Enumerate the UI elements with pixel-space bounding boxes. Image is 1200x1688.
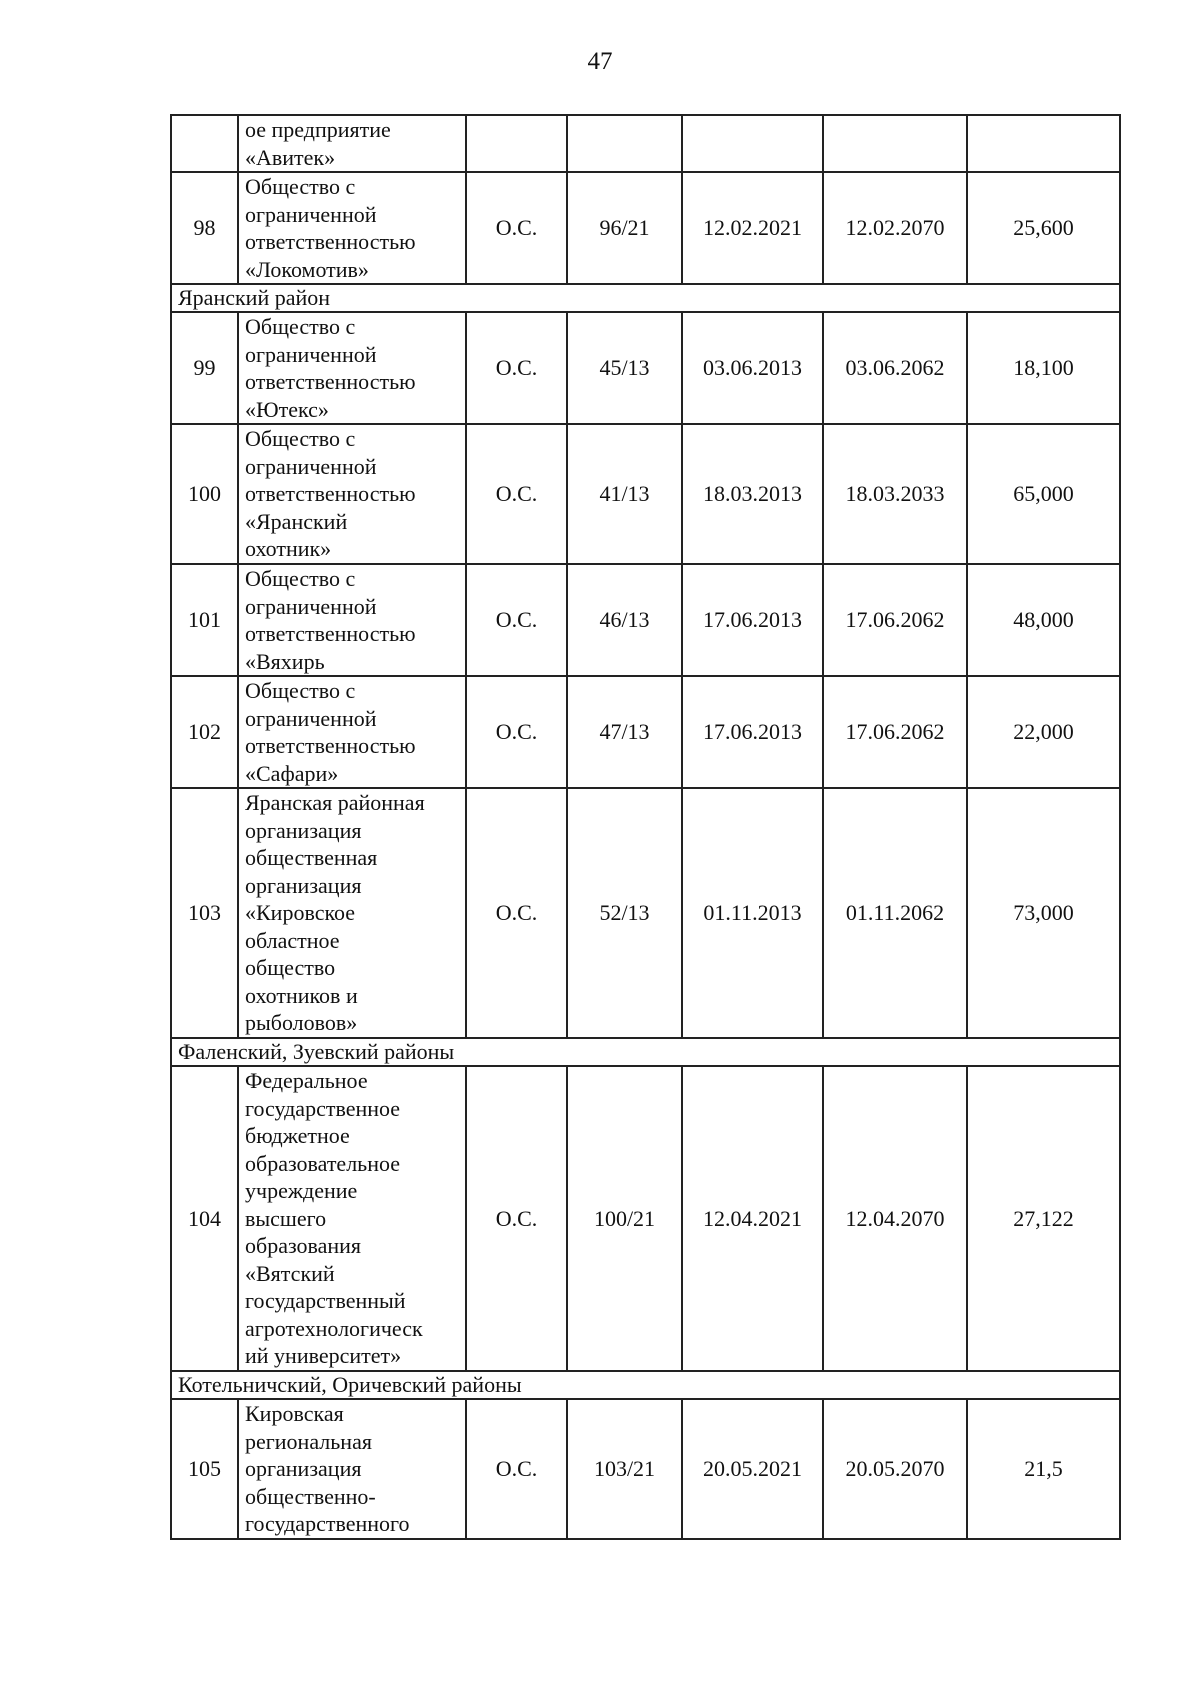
section-row bbox=[171, 1038, 1120, 1066]
land-type: О.С. bbox=[466, 676, 567, 788]
organization-name-line: Яранская районная bbox=[245, 790, 425, 816]
end-date: 17.06.2062 bbox=[823, 676, 967, 788]
table-row bbox=[171, 676, 1120, 788]
table-row bbox=[171, 564, 1120, 676]
organization-name-line: ограниченной bbox=[245, 453, 377, 479]
registry-table-body bbox=[171, 115, 1120, 1539]
end-date: 03.06.2062 bbox=[823, 312, 967, 424]
organization-name-line: «Ютекс» bbox=[245, 396, 329, 422]
agreement-number: 96/21 bbox=[567, 172, 682, 284]
organization-name-line: общественно- bbox=[245, 1483, 376, 1509]
organization-name-line: ответственностью bbox=[245, 369, 416, 394]
organization-name bbox=[238, 172, 466, 284]
land-type: О.С. bbox=[466, 1399, 567, 1539]
organization-name-line: охотник» bbox=[245, 536, 332, 562]
table-row bbox=[171, 1066, 1120, 1371]
organization-name-line: государственный bbox=[245, 1288, 406, 1314]
organization-name-line: агротехнологическ bbox=[245, 1315, 423, 1341]
organization-name-line: общественная bbox=[245, 845, 378, 871]
end-date: 18.03.2033 bbox=[823, 424, 967, 564]
organization-name-line: организация bbox=[245, 872, 362, 898]
land-type: О.С. bbox=[466, 424, 567, 564]
land-type: О.С. bbox=[466, 564, 567, 676]
organization-name-line: ограниченной bbox=[245, 593, 377, 619]
row-number: 100 bbox=[171, 424, 238, 564]
end-date bbox=[823, 115, 967, 172]
organization-name-line: Кировская bbox=[245, 1401, 344, 1427]
row-number: 98 bbox=[171, 172, 238, 284]
land-type: О.С. bbox=[466, 312, 567, 424]
organization-name bbox=[238, 1066, 466, 1371]
land-type: О.С. bbox=[466, 172, 567, 284]
end-date: 20.05.2070 bbox=[823, 1399, 967, 1539]
area-value bbox=[967, 115, 1120, 172]
table-row bbox=[171, 424, 1120, 564]
organization-name-line: ответственностью bbox=[245, 733, 416, 758]
area-value: 18,100 bbox=[967, 312, 1120, 424]
organization-name-line: Общество с bbox=[245, 566, 356, 591]
organization-name-line: ответственностью bbox=[245, 621, 416, 646]
organization-name-line: региональная bbox=[245, 1428, 372, 1454]
organization-name-line: организация bbox=[245, 817, 362, 843]
area-value: 65,000 bbox=[967, 424, 1120, 564]
table-row bbox=[171, 788, 1120, 1038]
row-number: 105 bbox=[171, 1399, 238, 1539]
agreement-number: 45/13 bbox=[567, 312, 682, 424]
row-number: 104 bbox=[171, 1066, 238, 1371]
organization-name-line: бюджетное bbox=[245, 1123, 350, 1149]
registry-table bbox=[170, 114, 1121, 1540]
agreement-number: 100/21 bbox=[567, 1066, 682, 1371]
end-date: 17.06.2062 bbox=[823, 564, 967, 676]
organization-name-line: организация bbox=[245, 1456, 362, 1482]
organization-name-line: «Вяхирь bbox=[245, 648, 325, 674]
organization-name bbox=[238, 1399, 466, 1539]
area-value: 73,000 bbox=[967, 788, 1120, 1038]
organization-name bbox=[238, 424, 466, 564]
organization-name-line: высшего bbox=[245, 1205, 327, 1231]
organization-name-line: образования bbox=[245, 1233, 362, 1259]
land-type: О.С. bbox=[466, 1066, 567, 1371]
organization-name-line: общество bbox=[245, 955, 336, 981]
organization-name-line: ограниченной bbox=[245, 201, 377, 227]
area-value: 27,122 bbox=[967, 1066, 1120, 1371]
organization-name-line: Общество с bbox=[245, 174, 356, 199]
section-row bbox=[171, 284, 1120, 312]
section-row bbox=[171, 1371, 1120, 1399]
organization-name-line: государственное bbox=[245, 1095, 401, 1121]
start-date: 12.04.2021 bbox=[682, 1066, 823, 1371]
organization-name bbox=[238, 312, 466, 424]
start-date: 12.02.2021 bbox=[682, 172, 823, 284]
section-label: Котельничский, Оричевский районы bbox=[171, 1371, 1120, 1399]
organization-name-line: государственного bbox=[245, 1511, 410, 1537]
organization-name-line: «Авитек» bbox=[245, 144, 336, 170]
organization-name bbox=[238, 676, 466, 788]
organization-name bbox=[238, 564, 466, 676]
area-value: 48,000 bbox=[967, 564, 1120, 676]
organization-name-line: ответственностью bbox=[245, 481, 416, 507]
end-date: 12.02.2070 bbox=[823, 172, 967, 284]
agreement-number: 41/13 bbox=[567, 424, 682, 564]
organization-name-line: охотников и bbox=[245, 982, 358, 1008]
organization-name-line: «Вятский bbox=[245, 1260, 335, 1286]
organization-name bbox=[238, 115, 466, 172]
land-type bbox=[466, 115, 567, 172]
end-date: 12.04.2070 bbox=[823, 1066, 967, 1371]
organization-name-line: ограниченной bbox=[245, 705, 377, 731]
row-number: 103 bbox=[171, 788, 238, 1038]
start-date: 18.03.2013 bbox=[682, 424, 823, 564]
agreement-number bbox=[567, 115, 682, 172]
end-date: 01.11.2062 bbox=[823, 788, 967, 1038]
organization-name-line: ограниченной bbox=[245, 341, 377, 367]
organization-name-line: Общество с bbox=[245, 426, 356, 452]
table-row bbox=[171, 312, 1120, 424]
page-number: 47 bbox=[587, 48, 613, 75]
row-number: 102 bbox=[171, 676, 238, 788]
row-number: 99 bbox=[171, 312, 238, 424]
organization-name-line: «Яранский bbox=[245, 508, 348, 534]
table-row bbox=[171, 172, 1120, 284]
organization-name-line: «Сафари» bbox=[245, 760, 339, 786]
land-type: О.С. bbox=[466, 788, 567, 1038]
table-row bbox=[171, 1399, 1120, 1539]
organization-name-line: ое предприятие bbox=[245, 117, 391, 142]
organization-name-line: ответственностью bbox=[245, 229, 416, 254]
organization-name-line: областное bbox=[245, 927, 340, 953]
section-label: Фаленский, Зуевский районы bbox=[171, 1038, 1120, 1066]
area-value: 21,5 bbox=[967, 1399, 1120, 1539]
start-date: 17.06.2013 bbox=[682, 676, 823, 788]
organization-name-line: Общество с bbox=[245, 678, 356, 703]
agreement-number: 47/13 bbox=[567, 676, 682, 788]
start-date bbox=[682, 115, 823, 172]
organization-name-line: учреждение bbox=[245, 1178, 358, 1204]
section-label: Яранский район bbox=[171, 284, 1120, 312]
row-number bbox=[171, 115, 238, 172]
organization-name-line: рыболовов» bbox=[245, 1010, 358, 1036]
organization-name-line: Федеральное bbox=[245, 1068, 368, 1094]
area-value: 22,000 bbox=[967, 676, 1120, 788]
organization-name-line: Общество с bbox=[245, 314, 356, 339]
agreement-number: 46/13 bbox=[567, 564, 682, 676]
organization-name-line: «Локомотив» bbox=[245, 256, 369, 282]
area-value: 25,600 bbox=[967, 172, 1120, 284]
start-date: 01.11.2013 bbox=[682, 788, 823, 1038]
organization-name bbox=[238, 788, 466, 1038]
organization-name-line: «Кировское bbox=[245, 900, 356, 926]
agreement-number: 52/13 bbox=[567, 788, 682, 1038]
row-number: 101 bbox=[171, 564, 238, 676]
start-date: 17.06.2013 bbox=[682, 564, 823, 676]
start-date: 03.06.2013 bbox=[682, 312, 823, 424]
organization-name-line: ий университет» bbox=[245, 1343, 402, 1369]
organization-name-line: образовательное bbox=[245, 1150, 401, 1176]
start-date: 20.05.2021 bbox=[682, 1399, 823, 1539]
table-row bbox=[171, 115, 1120, 172]
agreement-number: 103/21 bbox=[567, 1399, 682, 1539]
